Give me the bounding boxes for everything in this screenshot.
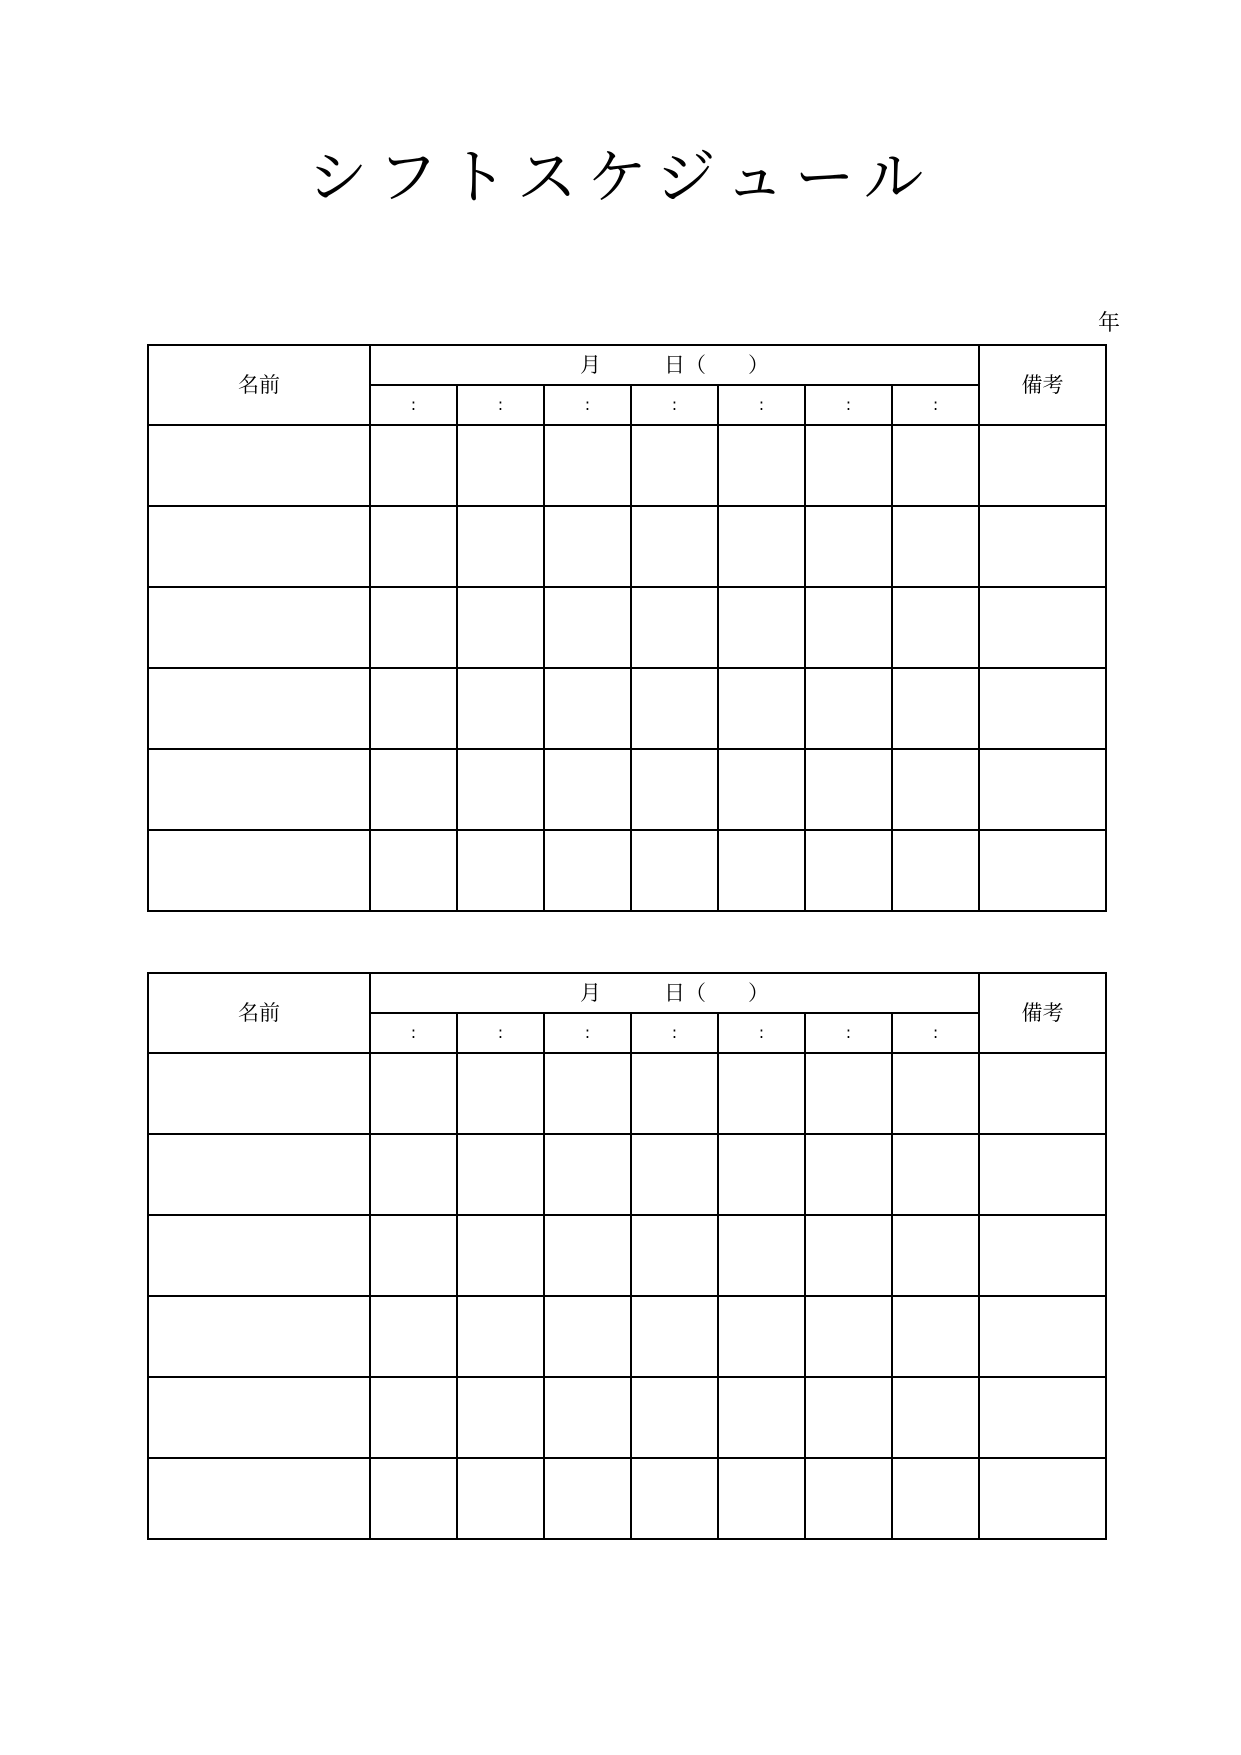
- time-slot-header[interactable]: :: [718, 385, 805, 425]
- table-row: [148, 1215, 1106, 1296]
- shift-cell[interactable]: [718, 749, 805, 830]
- shift-cell[interactable]: [892, 749, 979, 830]
- shift-cell[interactable]: [544, 1377, 631, 1458]
- shift-cell[interactable]: [370, 1053, 457, 1134]
- shift-cell[interactable]: [805, 1377, 892, 1458]
- shift-cell[interactable]: [544, 425, 631, 506]
- table-row: [148, 668, 1106, 749]
- shift-cell[interactable]: [805, 749, 892, 830]
- shift-cell[interactable]: [457, 749, 544, 830]
- shift-cell[interactable]: [631, 668, 718, 749]
- notes-header: 備考: [979, 973, 1106, 1053]
- time-slot-header[interactable]: :: [544, 385, 631, 425]
- shift-cell[interactable]: [457, 1134, 544, 1215]
- shift-cell[interactable]: [370, 1215, 457, 1296]
- shift-cell[interactable]: [457, 1377, 544, 1458]
- shift-cell[interactable]: [544, 1215, 631, 1296]
- shift-cell[interactable]: [631, 1053, 718, 1134]
- shift-cell[interactable]: [718, 425, 805, 506]
- notes-cell[interactable]: [979, 506, 1106, 587]
- table-row: [148, 506, 1106, 587]
- shift-cell[interactable]: [370, 425, 457, 506]
- shift-cell[interactable]: [805, 1053, 892, 1134]
- shift-cell[interactable]: [718, 587, 805, 668]
- time-slot-header[interactable]: :: [631, 1013, 718, 1053]
- time-slot-header[interactable]: :: [370, 1013, 457, 1053]
- shift-cell[interactable]: [370, 830, 457, 911]
- notes-cell[interactable]: [979, 1053, 1106, 1134]
- time-slot-header[interactable]: :: [892, 385, 979, 425]
- shift-cell[interactable]: [457, 1215, 544, 1296]
- name-cell[interactable]: [148, 1377, 370, 1458]
- year-label: 年: [1097, 311, 1120, 336]
- shift-cell[interactable]: [631, 587, 718, 668]
- notes-cell[interactable]: [979, 1296, 1106, 1377]
- shift-cell[interactable]: [718, 830, 805, 911]
- date-header[interactable]: 月 日（ ）: [370, 973, 979, 1013]
- shift-cell[interactable]: [805, 425, 892, 506]
- notes-cell[interactable]: [979, 1377, 1106, 1458]
- time-slot-header[interactable]: :: [892, 1013, 979, 1053]
- table-row: [148, 1458, 1106, 1539]
- name-cell[interactable]: [148, 668, 370, 749]
- table-row: [148, 1296, 1106, 1377]
- time-slot-header[interactable]: :: [631, 385, 718, 425]
- shift-cell[interactable]: [631, 506, 718, 587]
- shift-cell[interactable]: [805, 506, 892, 587]
- shift-cell[interactable]: [631, 1377, 718, 1458]
- shift-cell[interactable]: [544, 587, 631, 668]
- shift-cell[interactable]: [718, 1053, 805, 1134]
- notes-cell[interactable]: [979, 830, 1106, 911]
- shift-cell[interactable]: [457, 425, 544, 506]
- shift-cell[interactable]: [631, 1215, 718, 1296]
- shift-cell[interactable]: [805, 1458, 892, 1539]
- shift-cell[interactable]: [892, 425, 979, 506]
- shift-cell[interactable]: [370, 1458, 457, 1539]
- shift-cell[interactable]: [718, 668, 805, 749]
- name-cell[interactable]: [148, 1215, 370, 1296]
- shift-cell[interactable]: [805, 1215, 892, 1296]
- name-cell[interactable]: [148, 830, 370, 911]
- shift-cell[interactable]: [805, 587, 892, 668]
- name-cell[interactable]: [148, 587, 370, 668]
- shift-cell[interactable]: [544, 1053, 631, 1134]
- shift-cell[interactable]: [805, 830, 892, 911]
- name-header: 名前: [148, 973, 370, 1053]
- table-row: [148, 1053, 1106, 1134]
- shift-table-2: [147, 972, 1107, 1540]
- shift-cell[interactable]: [892, 1377, 979, 1458]
- shift-cell[interactable]: [718, 1134, 805, 1215]
- shift-cell[interactable]: [457, 1053, 544, 1134]
- shift-table-1: [147, 344, 1107, 912]
- table-row: [148, 587, 1106, 668]
- table-row: [148, 1134, 1106, 1215]
- shift-cell[interactable]: [718, 1377, 805, 1458]
- shift-cell[interactable]: [544, 749, 631, 830]
- time-slot-header[interactable]: :: [544, 1013, 631, 1053]
- shift-cell[interactable]: [631, 749, 718, 830]
- name-cell[interactable]: [148, 506, 370, 587]
- shift-cell[interactable]: [631, 1458, 718, 1539]
- time-slot-header[interactable]: :: [718, 1013, 805, 1053]
- name-cell[interactable]: [148, 1053, 370, 1134]
- shift-cell[interactable]: [370, 668, 457, 749]
- shift-cell[interactable]: [457, 506, 544, 587]
- notes-cell[interactable]: [979, 1458, 1106, 1539]
- name-cell[interactable]: [148, 1458, 370, 1539]
- shift-cell[interactable]: [892, 1215, 979, 1296]
- shift-cell[interactable]: [457, 1458, 544, 1539]
- name-header: 名前: [148, 345, 370, 425]
- date-header[interactable]: 月 日（ ）: [370, 345, 979, 385]
- shift-cell[interactable]: [718, 506, 805, 587]
- shift-cell[interactable]: [457, 830, 544, 911]
- shift-cell[interactable]: [718, 1215, 805, 1296]
- shift-cell[interactable]: [544, 668, 631, 749]
- shift-cell[interactable]: [544, 506, 631, 587]
- shift-cell[interactable]: [457, 587, 544, 668]
- time-slot-header[interactable]: :: [370, 385, 457, 425]
- name-cell[interactable]: [148, 749, 370, 830]
- shift-cell[interactable]: [631, 830, 718, 911]
- name-cell[interactable]: [148, 1134, 370, 1215]
- notes-cell[interactable]: [979, 668, 1106, 749]
- shift-cell[interactable]: [631, 425, 718, 506]
- table-row: [148, 749, 1106, 830]
- shift-cell[interactable]: [892, 587, 979, 668]
- shift-cell[interactable]: [631, 1134, 718, 1215]
- table-row: [148, 1377, 1106, 1458]
- notes-cell[interactable]: [979, 1134, 1106, 1215]
- notes-cell[interactable]: [979, 425, 1106, 506]
- shift-cell[interactable]: [805, 1296, 892, 1377]
- shift-cell[interactable]: [718, 1458, 805, 1539]
- notes-cell[interactable]: [979, 587, 1106, 668]
- shift-cell[interactable]: [370, 587, 457, 668]
- shift-cell[interactable]: [892, 1134, 979, 1215]
- shift-cell[interactable]: [718, 1296, 805, 1377]
- table-row: [148, 830, 1106, 911]
- shift-cell[interactable]: [370, 1296, 457, 1377]
- time-slot-header[interactable]: :: [457, 1013, 544, 1053]
- notes-cell[interactable]: [979, 1215, 1106, 1296]
- shift-cell[interactable]: [892, 668, 979, 749]
- name-cell[interactable]: [148, 425, 370, 506]
- notes-cell[interactable]: [979, 749, 1106, 830]
- shift-cell[interactable]: [370, 506, 457, 587]
- shift-cell[interactable]: [370, 1377, 457, 1458]
- shift-cell[interactable]: [544, 1296, 631, 1377]
- time-slot-header[interactable]: :: [805, 1013, 892, 1053]
- name-cell[interactable]: [148, 1296, 370, 1377]
- table-row: [148, 425, 1106, 506]
- shift-cell[interactable]: [544, 1458, 631, 1539]
- shift-cell[interactable]: [544, 1134, 631, 1215]
- shift-cell[interactable]: [631, 1296, 718, 1377]
- page-title: シフトスケジュール: [307, 143, 934, 213]
- notes-header: 備考: [979, 345, 1106, 425]
- shift-cell[interactable]: [892, 1458, 979, 1539]
- shift-cell[interactable]: [805, 1134, 892, 1215]
- shift-cell[interactable]: [892, 506, 979, 587]
- shift-cell[interactable]: [892, 1296, 979, 1377]
- time-slot-header[interactable]: :: [805, 385, 892, 425]
- time-slot-header[interactable]: :: [457, 385, 544, 425]
- shift-cell[interactable]: [544, 830, 631, 911]
- shift-cell[interactable]: [892, 1053, 979, 1134]
- shift-cell[interactable]: [892, 830, 979, 911]
- shift-cell[interactable]: [370, 749, 457, 830]
- shift-cell[interactable]: [457, 668, 544, 749]
- shift-cell[interactable]: [457, 1296, 544, 1377]
- shift-cell[interactable]: [805, 668, 892, 749]
- shift-cell[interactable]: [370, 1134, 457, 1215]
